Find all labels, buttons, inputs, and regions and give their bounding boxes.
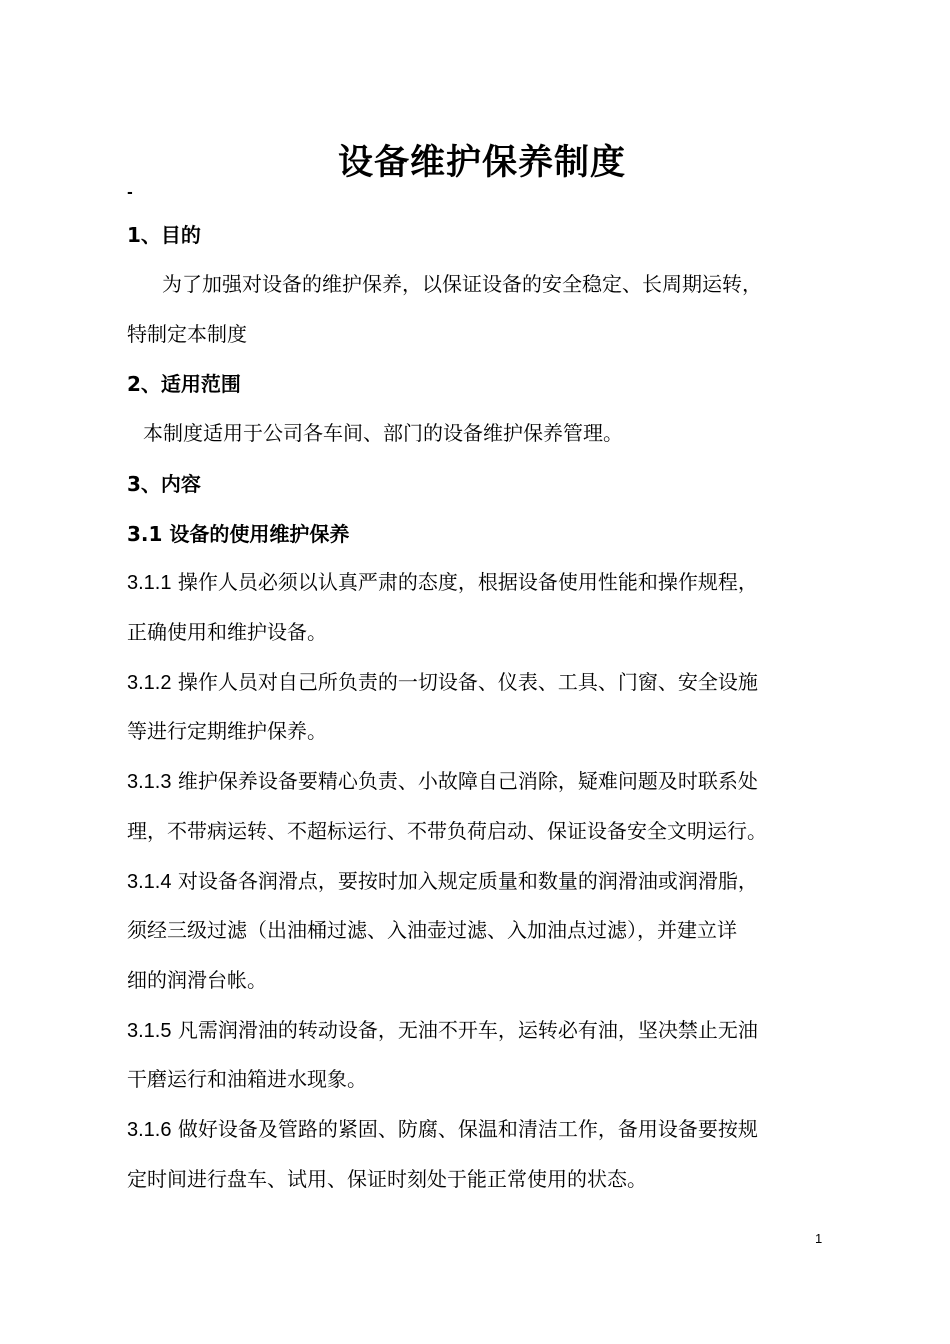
clause-3-1-6-line-2: 定时间进行盘车、试用、保证时刻处于能正常使用的状态。 <box>127 1167 647 1191</box>
clause-3-1-3-line-2: 理，不带病运转、不超标运行、不带负荷启动、保证设备安全文明运行。 <box>127 819 767 843</box>
clause-3-1-3-line-1 <box>127 757 832 807</box>
clause-text: 操作人员对自己所负责的一切设备、仪表、工具、门窗、安全设施 <box>177 670 758 694</box>
clause-number: 3.1.6 <box>127 1119 172 1141</box>
scope-line-1: 本制度适用于公司各车间、部门的设备维护保养管理。 <box>143 421 623 445</box>
clause-number: 3.1.4 <box>127 871 172 893</box>
purpose-line-2: 特制定本制度 <box>127 322 247 346</box>
clause-number: 3.1.5 <box>127 1020 172 1042</box>
clause-number: 3.1.3 <box>127 771 172 793</box>
section-heading-purpose: 1、目的 <box>127 223 201 247</box>
clause-3-1-2-line-2: 等进行定期维护保养。 <box>127 719 327 743</box>
document-title: 设备维护保养制度 <box>337 143 626 183</box>
dash-mark: - <box>127 185 133 201</box>
clause-text: 维护保养设备要精心负责、小故障自己消除，疑难问题及时联系处 <box>177 769 758 793</box>
clause-3-1-1-line-1 <box>127 558 832 608</box>
clause-3-1-5-line-2: 干磨运行和油箱进水现象。 <box>127 1067 367 1091</box>
clause-number: 3.1.2 <box>127 672 172 694</box>
clause-text: 凡需润滑油的转动设备，无油不开车，运转必有油，坚决禁止无油 <box>177 1018 758 1042</box>
clause-3-1-1-line-2: 正确使用和维护设备。 <box>127 620 327 644</box>
section-heading-content: 3、内容 <box>127 472 201 496</box>
page-number: 1 <box>815 1231 823 1246</box>
clause-3-1-4-line-2: 须经三级过滤（出油桶过滤、入油壶过滤、入加油点过滤），并建立详 <box>127 918 737 942</box>
clause-3-1-5-line-1 <box>127 1006 832 1056</box>
clause-text: 操作人员必须以认真严肃的态度，根据设备使用性能和操作规程， <box>177 570 758 594</box>
clause-3-1-6-line-1 <box>127 1105 832 1155</box>
section-heading-scope: 2、适用范围 <box>127 372 241 396</box>
clause-3-1-2-line-1 <box>127 658 832 708</box>
section-heading-maintenance: 3.1 设备的使用维护保养 <box>127 522 350 546</box>
purpose-line-1: 为了加强对设备的维护保养，以保证设备的安全稳定、长周期运转， <box>162 272 762 296</box>
clause-3-1-4-line-3: 细的润滑台帐。 <box>127 968 267 992</box>
clause-text: 对设备各润滑点，要按时加入规定质量和数量的润滑油或润滑脂， <box>177 869 758 893</box>
clause-text: 做好设备及管路的紧固、防腐、保温和清洁工作，备用设备要按规 <box>177 1117 758 1141</box>
clause-3-1-4-line-1 <box>127 857 832 907</box>
clause-number: 3.1.1 <box>127 572 172 594</box>
